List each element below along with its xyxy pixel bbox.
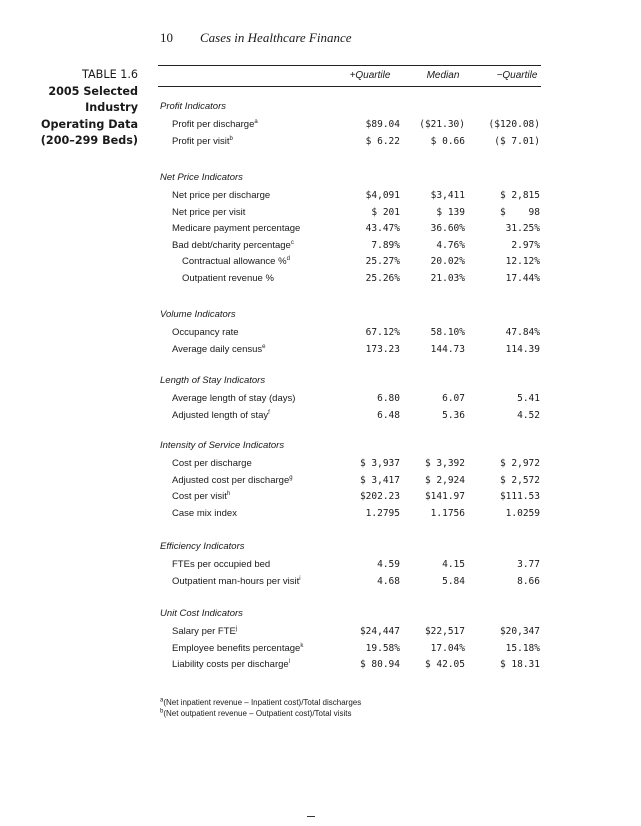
lower-quartile-value: 3.77: [517, 559, 540, 570]
footnote-text: (Net inpatient revenue – Inpatient cost)/Total discharges: [163, 698, 362, 707]
row-label: [172, 223, 300, 234]
row-label-text: Salary per FTE: [172, 626, 236, 637]
table-row: [0, 458, 641, 474]
lower-quartile-value: 17.44%: [505, 272, 540, 284]
lower-quartile-value: $ 18.31: [499, 659, 540, 670]
row-label: [172, 393, 295, 404]
median-value: $22,517: [424, 626, 465, 637]
lower-quartile-value: $ 98: [499, 206, 540, 218]
lower-quartile-value: 15.18%: [505, 642, 540, 654]
footnote-mark: a: [160, 697, 164, 704]
median-value: $ 0.66: [430, 135, 465, 147]
running-title: Cases in Healthcare Finance: [200, 30, 352, 45]
upper-quartile-value: $89.04: [365, 119, 400, 130]
median-value: 5.84: [442, 575, 465, 587]
table-row: [0, 119, 641, 135]
median-value: 144.73: [430, 343, 465, 355]
row-label: [172, 475, 293, 486]
section-title: Profit Indicators: [160, 101, 226, 112]
table-row: [0, 223, 641, 239]
table-header-rule: [158, 86, 541, 87]
row-label: [172, 508, 237, 519]
lower-quartile-value: 47.84%: [505, 327, 540, 338]
upper-quartile-value: 6.48: [377, 409, 400, 421]
upper-quartile-value: $4,091: [365, 190, 400, 201]
row-label-text: Medicare payment percentage: [172, 223, 301, 234]
row-label: [172, 659, 290, 670]
upper-quartile-value: $ 3,937: [359, 458, 400, 469]
table-row: [0, 344, 641, 360]
row-label-text: Outpatient man-hours per visit: [172, 575, 300, 587]
median-value: $ 3,392: [424, 458, 465, 469]
lower-quartile-value: ($120.08): [488, 119, 540, 130]
upper-quartile-value: 25.27%: [365, 256, 400, 267]
lower-quartile-value: 8.66: [517, 575, 540, 587]
page-number: 10: [160, 30, 173, 45]
median-value: 36.60%: [430, 223, 465, 234]
upper-quartile-value: 67.12%: [365, 327, 400, 338]
median-value: 5.36: [442, 409, 465, 421]
footnote-text: (Net outpatient revenue – Outpatient cost)/Total visits: [163, 709, 352, 718]
row-label: [172, 190, 270, 201]
footnote: [160, 698, 361, 707]
table-row: [0, 393, 641, 409]
row-label: [182, 273, 274, 284]
lower-quartile-value: ($ 7.01): [494, 135, 540, 147]
row-label: [172, 626, 237, 637]
upper-quartile-value: $24,447: [359, 626, 400, 637]
median-value: ($21.30): [419, 119, 465, 130]
column-header-lower-quartile: −Quartile: [496, 70, 538, 81]
median-value: $ 2,924: [424, 474, 465, 486]
row-label-text: Net price per visit: [172, 206, 246, 218]
median-value: 20.02%: [430, 256, 465, 267]
footnote-marker: l: [288, 658, 291, 665]
table-title-line: 2005 Selected Industry: [48, 84, 138, 114]
footnote-marker: e: [262, 343, 266, 350]
row-label-text: Bad debt/charity percentage: [172, 239, 291, 251]
row-label: [182, 256, 290, 267]
upper-quartile-value: 4.59: [377, 559, 400, 570]
row-label: [172, 207, 245, 218]
lower-quartile-value: 114.39: [505, 343, 540, 355]
upper-quartile-value: $ 80.94: [359, 659, 400, 670]
row-label: [172, 491, 230, 502]
lower-quartile-value: 12.12%: [505, 256, 540, 267]
row-label-text: Adjusted length of stay: [172, 409, 269, 421]
footnote-marker: k: [300, 642, 304, 649]
row-label-text: FTEs per occupied bed: [172, 559, 271, 570]
footnote-marker: f: [268, 409, 270, 416]
table-row: [0, 207, 641, 223]
upper-quartile-value: 173.23: [365, 343, 400, 355]
upper-quartile-value: $202.23: [359, 491, 400, 502]
row-label: [172, 119, 258, 130]
footnote-marker: i: [299, 575, 301, 582]
row-label: [172, 643, 303, 654]
table-row: [0, 508, 641, 524]
lower-quartile-value: $ 2,972: [499, 458, 540, 469]
median-value: 1.1756: [430, 507, 465, 519]
footnote-marker: h: [226, 490, 231, 497]
median-value: 58.10%: [430, 327, 465, 338]
table-row: [0, 659, 641, 675]
table-title-line: Operating Data: [41, 117, 138, 131]
table-row: [0, 240, 641, 256]
page-mark: [307, 816, 315, 817]
table-row: [0, 626, 641, 642]
row-label-text: Profit per discharge: [172, 119, 255, 130]
row-label: [172, 136, 233, 147]
table-top-rule: [158, 65, 541, 66]
section-title: Unit Cost Indicators: [160, 608, 243, 619]
row-label-text: Contractual allowance %: [182, 256, 287, 267]
section-title: Volume Indicators: [160, 309, 236, 320]
upper-quartile-value: $ 201: [371, 206, 400, 218]
table-row: [0, 559, 641, 575]
row-label-text: Adjusted cost per discharge: [172, 474, 290, 486]
upper-quartile-value: 7.89%: [371, 239, 400, 251]
upper-quartile-value: 25.26%: [365, 272, 400, 284]
row-label: [172, 410, 270, 421]
column-header-upper-quartile: +Quartile: [349, 70, 391, 81]
table-row: [0, 410, 641, 426]
table-row: [0, 256, 641, 272]
lower-quartile-value: $111.53: [499, 491, 540, 502]
row-label-text: Liability costs per discharge: [172, 659, 289, 670]
row-label: [172, 240, 294, 251]
table-row: [0, 136, 641, 152]
footnote: [160, 709, 351, 718]
column-header-median: Median: [426, 70, 460, 81]
row-label-text: Cost per discharge: [172, 458, 252, 469]
row-label: [172, 576, 301, 587]
lower-quartile-value: $20,347: [499, 626, 540, 637]
section-title: Length of Stay Indicators: [160, 375, 266, 386]
upper-quartile-value: $ 6.22: [365, 135, 400, 147]
upper-quartile-value: 6.80: [377, 393, 400, 404]
row-label-text: Outpatient revenue %: [182, 272, 274, 284]
table-row: [0, 190, 641, 206]
row-label-text: Occupancy rate: [172, 327, 239, 338]
row-label: [172, 559, 270, 570]
median-value: 6.07: [442, 393, 465, 404]
upper-quartile-value: 4.68: [377, 575, 400, 587]
median-value: $ 139: [436, 206, 465, 218]
lower-quartile-value: 4.52: [517, 409, 540, 421]
row-label-text: Cost per visit: [172, 491, 227, 502]
footnote-marker: a: [254, 118, 258, 125]
row-label-text: Average length of stay (days): [172, 393, 296, 404]
lower-quartile-value: 2.97%: [511, 239, 540, 251]
footnote-mark: b: [160, 708, 164, 715]
median-value: $141.97: [424, 491, 465, 502]
upper-quartile-value: $ 3,417: [359, 474, 400, 486]
lower-quartile-value: 31.25%: [505, 223, 540, 234]
row-label-text: Employee benefits percentage: [172, 642, 301, 654]
median-value: 17.04%: [430, 642, 465, 654]
median-value: 4.76%: [436, 239, 465, 251]
median-value: $ 42.05: [424, 659, 465, 670]
table-row: [0, 327, 641, 343]
row-label-text: Average daily census: [172, 343, 263, 355]
table-row: [0, 475, 641, 491]
row-label: [172, 458, 252, 469]
lower-quartile-value: $ 2,572: [499, 474, 540, 486]
footnote-marker: d: [286, 255, 290, 262]
section-title: Intensity of Service Indicators: [160, 440, 285, 451]
table-title-line: (200–299 Beds): [40, 134, 138, 147]
section-title: Net Price Indicators: [160, 172, 243, 183]
upper-quartile-value: 1.2795: [365, 507, 400, 519]
median-value: 4.15: [442, 559, 465, 570]
table-row: [0, 576, 641, 592]
table-number: TABLE 1.6: [82, 68, 138, 81]
section-title: Efficiency Indicators: [160, 541, 245, 552]
table-row: [0, 643, 641, 659]
lower-quartile-value: $ 2,815: [499, 190, 540, 201]
row-label-text: Case mix index: [172, 507, 237, 519]
footnote-marker: g: [289, 474, 293, 481]
footnote-marker: b: [229, 135, 233, 142]
upper-quartile-value: 19.58%: [365, 642, 400, 654]
median-value: $3,411: [430, 190, 465, 201]
table-row: [0, 491, 641, 507]
row-label: [172, 327, 239, 338]
row-label: [172, 344, 265, 355]
lower-quartile-value: 5.41: [517, 393, 540, 404]
upper-quartile-value: 43.47%: [365, 223, 400, 234]
lower-quartile-value: 1.0259: [505, 507, 540, 519]
median-value: 21.03%: [430, 272, 465, 284]
row-label-text: Net price per discharge: [172, 190, 271, 201]
footnote-marker: j: [235, 625, 238, 632]
table-row: [0, 273, 641, 289]
footnote-marker: c: [290, 239, 294, 246]
row-label-text: Profit per visit: [172, 135, 230, 147]
